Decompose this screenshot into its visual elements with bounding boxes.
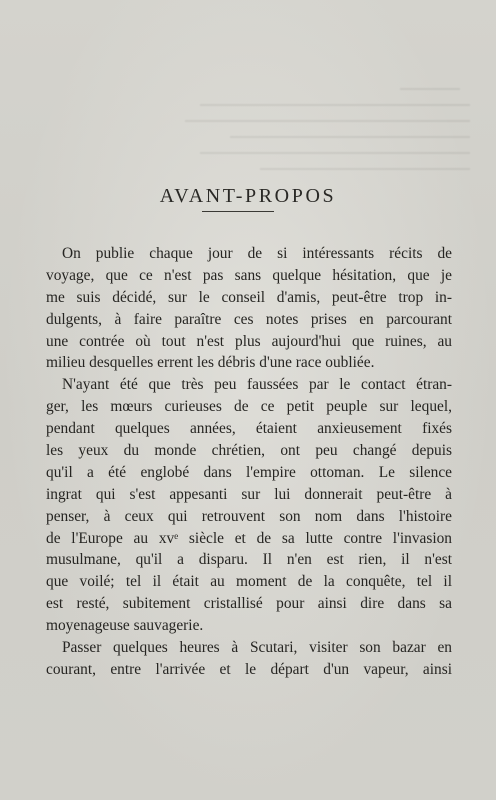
paragraph-1: [46, 243, 452, 374]
text-line: voyage, que ce n'est pas sans quelque hésitation, que je: [46, 266, 452, 284]
text-line: qu'il a été englobé dans l'empire ottoman. Le silence: [46, 463, 452, 481]
text-line: que voilé; tel il était au moment de la conquête, tel il: [46, 573, 452, 591]
paragraph-2: [46, 374, 452, 637]
text-line: de l'Europe au xvᵉ siècle et de sa lutte contre l'invasion: [46, 529, 452, 547]
text-line: Passer quelques heures à Scutari, visiter son bazar en: [62, 639, 452, 657]
text-line: les yeux du monde chrétien, ont peu changé depuis: [46, 442, 452, 460]
text-line: dulgents, à faire paraître ces notes prises en parcourant: [46, 310, 452, 328]
text-line: On publie chaque jour de si intéressants récits de: [62, 245, 452, 262]
text-line: musulmane, qu'il a disparu. Il n'en est rien, il n'est: [46, 551, 452, 569]
text-line: moyenageuse sauvagerie.: [46, 617, 204, 635]
text-line: me suis décidé, sur le conseil d'amis, peut-être trop in-: [46, 288, 452, 306]
text-line: penser, à ceux qui retrouvent son nom dans l'histoire: [46, 507, 452, 525]
text-line: ingrat qui s'est appesanti sur lui donnerait peut-être à: [46, 485, 452, 503]
page-title: AVANT-PROPOS: [159, 185, 337, 207]
title-underline: [202, 211, 274, 212]
paragraph-3: [46, 637, 452, 681]
text-line: est resté, subitement cristallisé pour ainsi dire dans sa: [46, 595, 452, 613]
text-line: courant, entre l'arrivée et le départ d'un vapeur, ainsi: [46, 660, 452, 678]
text-line: N'ayant été que très peu faussées par le contact étran-: [62, 376, 452, 394]
page-body: [46, 243, 452, 681]
text-line: une contrée où tout n'est plus aujourd'hui que ruines, au: [46, 332, 452, 350]
text-line: ger, les mœurs curieuses de ce petit peuple sur lequel,: [46, 398, 452, 416]
text-line: pendant quelques années, étaient anxieusement fixés: [46, 420, 452, 438]
text-line: milieu desquelles errent les débris d'une race oubliée.: [46, 354, 375, 372]
